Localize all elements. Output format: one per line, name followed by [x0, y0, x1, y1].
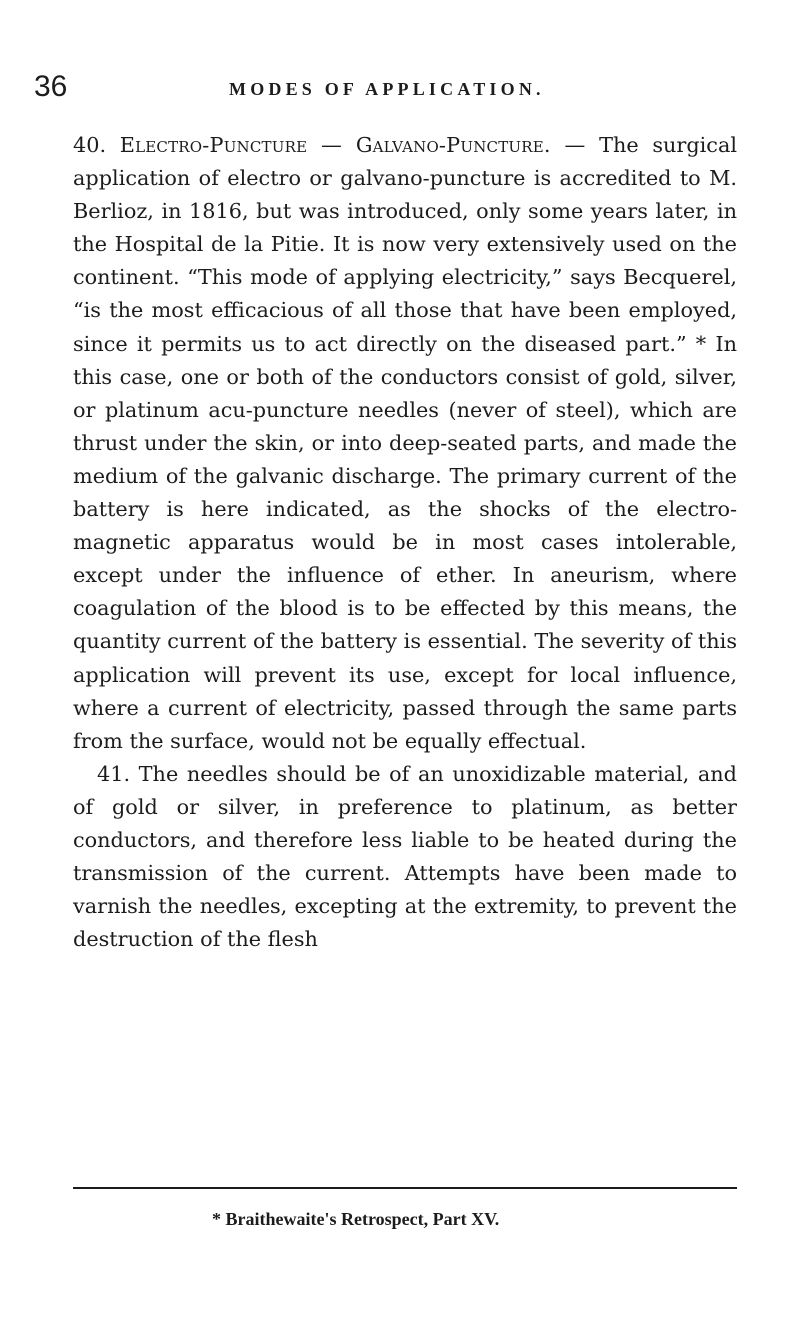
page-number: 36: [34, 70, 68, 103]
section-heading: Electro-Puncture — Galvano-Puncture. —: [119, 133, 586, 157]
paragraph-text: The surgical application of electro or galvano-puncture is accredited to M. Berlioz, in 1816, but was introduced, only some years later, in the Hospital de la Pitie. It is now very extensively used on the continent. “This mode of applying electricity,” says Becquerel, “is the most efficacious of all those that have been employed, since it permits us to act directly on the diseased part.” * In this case, one or both of the conductors consist of gold, silver, or platinum acu-puncture needles (never of steel), which are thrust under the skin, or into deep-seated parts, and made the medium of the galvanic discharge. The primary current of the battery is here indicated, as the shocks of the electro-magnetic apparatus would be in most cases intolerable, except under the influence of ether. In aneurism, where coagulation of the blood is to be effected by this means, the quantity current of the battery is essential. The severity of this application will prevent its use, except for local influence, where a current of electricity, passed through the same parts from the surface, would not be equally effectual.: [73, 133, 737, 753]
paragraph-section-41: 41. The needles should be of an unoxidizable material, and of gold or silver, in preference to platinum, as better conductors, and therefore less liable to be heated during the transmission of the current. Attempts have been made to varnish the needles, excepting at the extremity, to prevent the destruction of the flesh: [73, 761, 737, 952]
section-number: 40.: [73, 133, 107, 157]
body-text: [73, 129, 737, 956]
page-header: [34, 70, 734, 110]
paragraph-section-40: [73, 129, 737, 758]
footnote: * Braithewaite's Retrospect, Part XV.: [212, 1209, 500, 1229]
running-head: MODES OF APPLICATION.: [229, 79, 545, 99]
footnote-rule: [73, 1187, 737, 1189]
